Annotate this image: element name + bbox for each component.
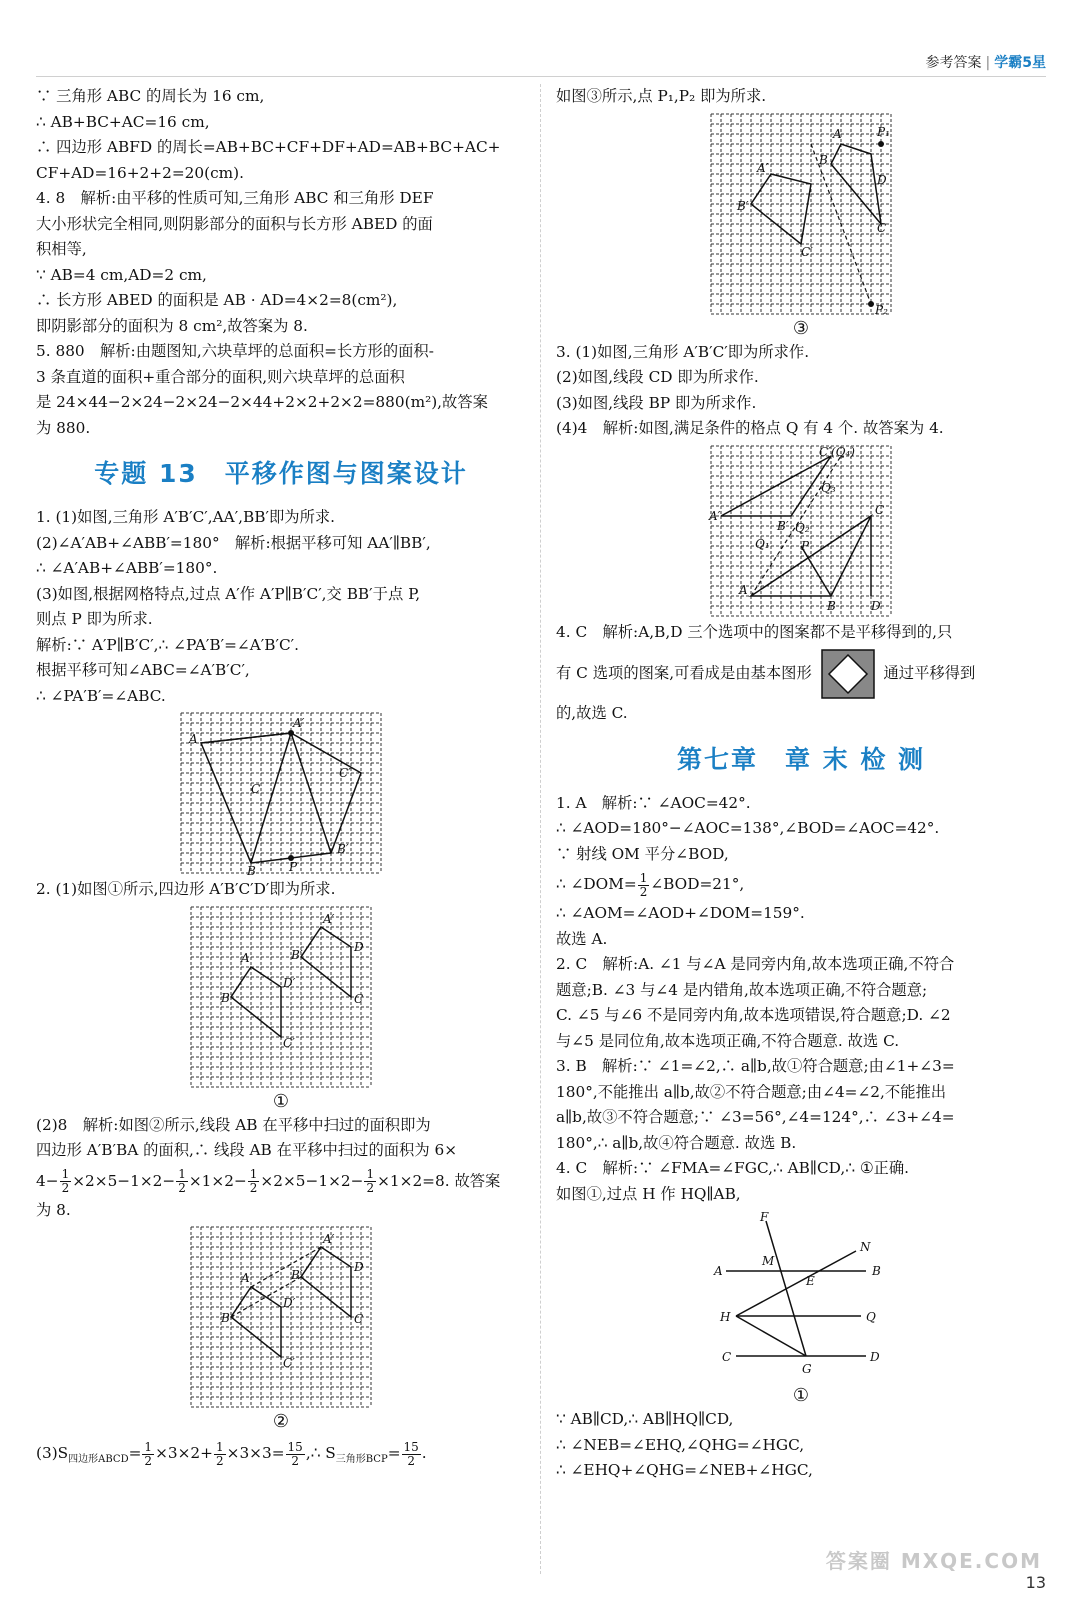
formula-part: ×1×2=8. 故答案 (377, 1171, 501, 1190)
label: C′ (801, 244, 813, 259)
formula-line (556, 867, 1046, 901)
text-line: ∴ ∠NEB=∠EHQ,∠QHG=∠HGC, (556, 1435, 805, 1454)
label: C′(Q₄) (819, 444, 855, 459)
formula-part: = (128, 1444, 142, 1462)
formula-part: ∴ ∠DOM= (556, 875, 637, 893)
label: A′ (323, 911, 335, 926)
label: A (189, 732, 198, 746)
text-line: 是 24×44−2×24−2×24−2×44+2×2+2×2=880(m²),故答案 (36, 393, 488, 411)
label: A (241, 950, 250, 965)
label: D (354, 1260, 364, 1274)
denominator: 2 (215, 1453, 224, 1468)
formula-part: ×2×5−1×2− (260, 1171, 364, 1190)
label: C (354, 1312, 364, 1326)
label: D′ (283, 975, 296, 990)
label: C (877, 220, 887, 235)
point-a1 (288, 730, 294, 736)
fraction (248, 1168, 260, 1195)
text-line: 3. B 解析:∵ ∠1=∠2,∴ a∥b,故①符合题意;由∠1+∠3= (556, 1057, 955, 1075)
label: M (762, 1254, 775, 1268)
label: A (739, 582, 748, 597)
text-line: ∴ ∠A′AB+∠ABB′=180°. (36, 559, 218, 577)
text-part: 通过平移得到 (883, 664, 976, 682)
chapter-title: 第七章 章 末 检 测 (676, 744, 926, 774)
label: C′ (339, 766, 351, 780)
label: B (221, 990, 230, 1005)
text-line: 与∠5 是同位角,故本选项正确,不符合题意. 故选 C. (556, 1031, 900, 1050)
subscript: 四边形ABCD (68, 1454, 129, 1466)
page-header (926, 52, 1046, 72)
text-line: ∵ AB∥CD,∴ AB∥HQ∥CD, (556, 1410, 734, 1428)
text-line: 积相等, (36, 240, 87, 258)
label: P (801, 538, 810, 553)
label: C′ (283, 1356, 295, 1370)
label: Q₃ (821, 480, 836, 495)
point-p1 (878, 141, 884, 147)
question-1 (36, 505, 526, 709)
text-line: (4)4 解析:如图,满足条件的格点 Q 有 4 个. 故答案为 4. (556, 419, 944, 437)
header-sep: | (985, 55, 991, 71)
label: P₂ (875, 302, 888, 317)
label: N (860, 1240, 871, 1254)
grid (181, 713, 381, 873)
denominator: 2 (144, 1453, 153, 1468)
text-line: 为 880. (36, 418, 91, 437)
figure-q2-2 (191, 1227, 371, 1407)
formula-part: (3)S (36, 1444, 69, 1462)
label: A′ (323, 1232, 335, 1246)
page-number: 13 (1025, 1573, 1046, 1592)
numerator: 1 (178, 1167, 186, 1181)
numerator: 1 (61, 1167, 70, 1181)
label: C (875, 502, 885, 517)
text-line: 根据平移可知∠ABC=∠A′B′C′, (36, 661, 250, 679)
text-line: (3)如图,线段 BP 即为所求作. (556, 393, 757, 412)
text-line: (2)8 解析:如图②所示,线段 AB 在平移中扫过的面积即为 (36, 1115, 431, 1134)
figure-q1-grid (181, 713, 381, 878)
text-line: 故选 A. (556, 929, 608, 948)
subscript: 三角形BCP (335, 1454, 388, 1466)
label: A (714, 1264, 723, 1278)
numerator: 1 (639, 870, 648, 885)
label: C (722, 1350, 732, 1364)
label: Q₂ (795, 520, 810, 535)
label: A (241, 1271, 250, 1285)
label: C (251, 782, 261, 796)
text-line: CF+AD=16+2+2=20(cm). (36, 163, 244, 182)
denominator: 2 (61, 1181, 70, 1195)
numerator: 1 (249, 1167, 258, 1181)
segment-aa1 (201, 733, 291, 743)
label: D (870, 1350, 880, 1364)
formula-part: ×3×2+ (155, 1444, 213, 1462)
label: A′ (709, 508, 721, 523)
label: A′ (757, 160, 769, 175)
label: B′ (337, 842, 349, 856)
fraction (214, 1441, 226, 1468)
text-line: 1. (1)如图,三角形 A′B′C′,AA′,BB′即为所求. (36, 508, 336, 526)
label: B′ (737, 198, 749, 213)
label: A (833, 126, 842, 141)
label: P₁ (877, 124, 890, 139)
basic-pattern-icon (821, 649, 875, 699)
numerator: 1 (215, 1439, 224, 1454)
denominator: 2 (249, 1181, 258, 1195)
para-perimeter (36, 84, 526, 186)
formula-part: ×2×5−1×2− (72, 1171, 176, 1190)
formula-part: 4− (36, 1171, 59, 1190)
denominator: 2 (291, 1453, 299, 1468)
text-line: ∴ AB+BC+AC=16 cm, (36, 112, 210, 131)
text-line: a∥b,故③不符合题意;∵ ∠3=56°,∠4=124°,∴ ∠3+∠4= (556, 1108, 955, 1126)
text-line: 则点 P 即为所求. (36, 610, 153, 628)
text-line: ∴ ∠AOM=∠AOD+∠DOM=159°. (556, 904, 805, 922)
text-line: (3)如图,根据网格特点,过点 A′作 A′P∥B′C′,交 BB′于点 P, (36, 584, 421, 603)
header-rule (36, 76, 1046, 77)
label: G (802, 1362, 812, 1376)
text-line: 180°,不能推出 a∥b,故②不符合题意;由∠4=∠2,不能推出 (556, 1082, 947, 1101)
figure-caption: ③ (792, 317, 810, 339)
label: Q (866, 1310, 876, 1324)
formula-part: ∠BOD=21°, (650, 875, 745, 893)
formula-part: ,∴ S (305, 1444, 336, 1462)
answer-5 (36, 339, 526, 441)
section-title-13: 专题 13 平移作图与图案设计 (94, 459, 468, 488)
fraction (286, 1441, 305, 1468)
label: C (354, 991, 364, 1006)
fraction (142, 1441, 154, 1468)
label: B′ (291, 947, 303, 962)
fraction (638, 872, 650, 899)
label: E (806, 1274, 815, 1288)
label: B (819, 152, 828, 167)
text-line: ∵ 三角形 ABC 的周长为 16 cm, (36, 87, 265, 105)
text-line: 5. 880 解析:由题图知,六块草坪的总面积=长方形的面积- (36, 342, 434, 360)
text-line: ∴ 长方形 ABED 的面积是 AB · AD=4×2=8(cm²), (36, 291, 398, 309)
label: C′ (283, 1035, 295, 1050)
column-divider (540, 84, 541, 1574)
label: B (247, 864, 256, 878)
label: D (354, 939, 364, 954)
text-line: 3 条直道的面积+重合部分的面积,则六块草坪的总面积 (36, 367, 405, 386)
formula-part: ×1×2− (188, 1171, 247, 1190)
text-line: 2. C 解析:A. ∠1 与∠A 是同旁内角,故本选项正确,不符合 (556, 955, 955, 973)
numerator: 1 (144, 1439, 153, 1454)
text-line: 题意;B. ∠3 与∠4 是内错角,故本选项正确,不符合题意; (556, 980, 928, 999)
fraction (176, 1168, 188, 1195)
text-line: C. ∠5 与∠6 不是同旁内角,故本选项错误,符合题意;D. ∠2 (556, 1006, 951, 1024)
fraction (364, 1168, 376, 1195)
label: B (872, 1264, 881, 1278)
text-line: ∵ 射线 OM 平分∠BOD, (556, 844, 729, 863)
text-line: 180°,∴ a∥b,故④符合题意. 故选 B. (556, 1133, 797, 1152)
label: A′ (293, 716, 305, 730)
watermark: 答案圈 MXQE.COM (825, 1549, 1042, 1573)
label: P (289, 860, 298, 874)
denominator: 2 (639, 884, 648, 899)
denominator: 2 (178, 1181, 186, 1195)
text-line: 大小形状完全相同,则阴影部分的面积与长方形 ABED 的面 (36, 214, 433, 233)
label: B (221, 1311, 230, 1325)
text-line: 4. C 解析:∵ ∠FMA=∠FGC,∴ AB∥CD,∴ ①正确. (556, 1159, 909, 1177)
header-ref: 参考答案 (925, 55, 982, 71)
figure-caption: ① (792, 1385, 810, 1406)
formula-line (36, 1433, 526, 1480)
label: B′ (777, 518, 789, 533)
text-line: (2)∠A′AB+∠ABB′=180° 解析:根据平移可知 AA′∥BB′, (36, 533, 431, 552)
right-column (556, 84, 1046, 1484)
formula-part: . (421, 1444, 427, 1462)
figure-q3-grid (711, 446, 891, 616)
label: F (760, 1210, 769, 1224)
answer-4 (36, 186, 526, 339)
label: B′ (291, 1268, 303, 1282)
numerator: 15 (287, 1439, 303, 1454)
numerator: 1 (366, 1167, 375, 1181)
label: D (871, 598, 881, 613)
figure-caption: ② (272, 1411, 290, 1432)
text-line: 即阴影部分的面积为 8 cm²,故答案为 8. (36, 316, 308, 335)
numerator: 15 (403, 1439, 419, 1454)
text-line: ∴ ∠AOD=180°−∠AOC=138°,∠BOD=∠AOC=42°. (556, 819, 940, 837)
text-line: ∴ ∠EHQ+∠QHG=∠NEB+∠HGC, (556, 1461, 813, 1479)
fraction (60, 1168, 72, 1195)
label: B (827, 598, 836, 613)
text-line: 四边形 A′B′BA 的面积,∴ 线段 AB 在平移中扫过的面积为 6× (36, 1141, 458, 1159)
formula-part: ×3×3= (226, 1444, 285, 1462)
label: D (877, 172, 887, 187)
text-line: 为 8. (36, 1200, 71, 1219)
brand-logo: 学霸5星 (994, 55, 1046, 71)
text-line: 4. 8 解析:由平移的性质可知,三角形 ABC 和三角形 DEF (36, 189, 434, 207)
text-line: (2)如图,线段 CD 即为所求作. (556, 368, 759, 386)
left-column (36, 84, 526, 1480)
question-2a: 2. (1)如图①所示,四边形 A′B′C′D′即为所求. (36, 880, 336, 898)
text-line: ∴ ∠PA′B′=∠ABC. (36, 686, 166, 705)
text-line: 3. (1)如图,三角形 A′B′C′即为所求作. (556, 342, 810, 361)
figure-q2-1 (191, 907, 371, 1087)
text-line: ∵ AB=4 cm,AD=2 cm, (36, 265, 207, 284)
point-p2 (868, 301, 874, 307)
text-part: 有 C 选项的图案,可看成是由基本图形 (556, 664, 812, 682)
text-line: 如图③所示,点 P₁,P₂ 即为所求. (556, 87, 767, 105)
fraction (402, 1441, 421, 1468)
label: Q₁ (755, 536, 770, 551)
label: H (720, 1310, 731, 1324)
text-line: 如图①,过点 H 作 HQ∥AB, (556, 1184, 741, 1203)
figure-3 (711, 114, 891, 317)
line-hn (736, 1251, 856, 1316)
formula-line (36, 1164, 526, 1198)
figure-parallel-lines (706, 1211, 896, 1381)
text-line: 1. A 解析:∵ ∠AOC=42°. (556, 793, 751, 812)
denominator: 2 (366, 1181, 375, 1195)
denominator: 2 (407, 1453, 415, 1468)
text-line: 4. C 解析:A,B,D 三个选项中的图案都不是平移得到的,只 (556, 622, 953, 641)
figure-caption: ① (272, 1090, 290, 1112)
text-line: 的,故选 C. (556, 704, 628, 722)
text-line: 解析:∵ A′P∥B′C′,∴ ∠PA′B′=∠A′B′C′. (36, 635, 299, 654)
formula-part: = (387, 1444, 401, 1462)
label: D′ (283, 1296, 296, 1310)
option-c-line (556, 645, 1046, 701)
text-line: ∴ 四边形 ABFD 的周长=AB+BC+CF+DF+AD=AB+BC+AC+ (36, 138, 501, 156)
